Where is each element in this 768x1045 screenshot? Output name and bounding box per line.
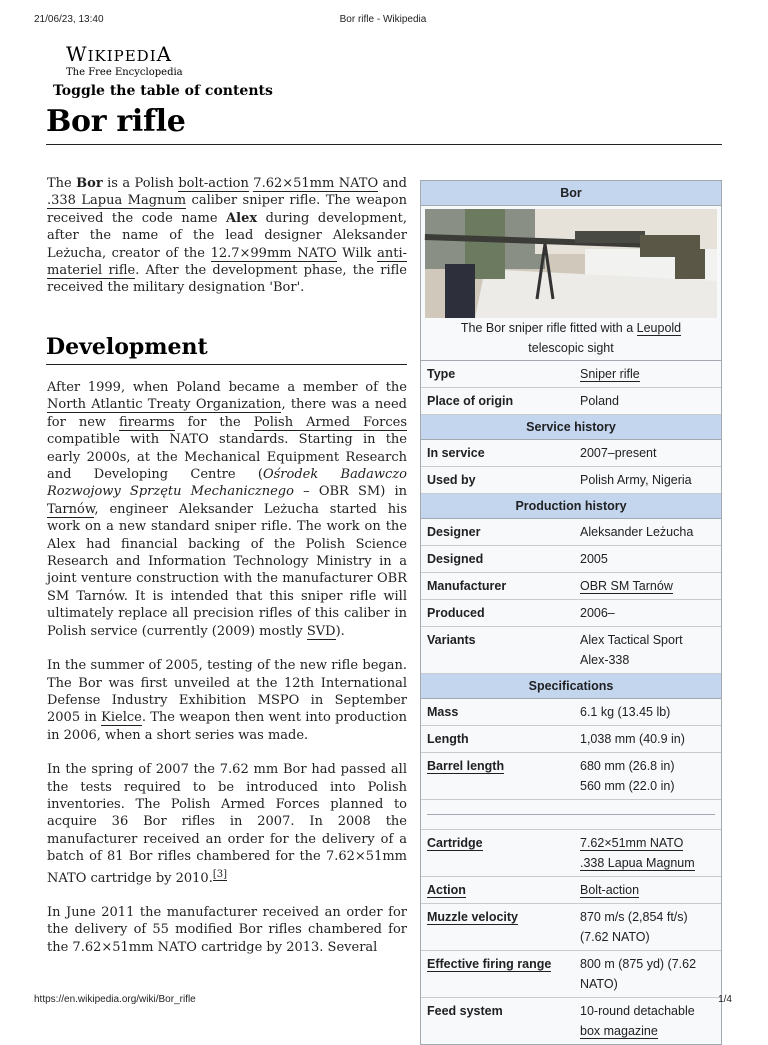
rifle-photo-illustration <box>425 209 717 318</box>
link-svd[interactable]: SVD <box>306 623 336 639</box>
infobox-row-variants: Variants Alex Tactical Sport Alex-338 <box>421 627 721 674</box>
logo-wordmark: WIKIPEDIA <box>66 42 173 66</box>
infobox-row-muzzle-velocity: Muzzle velocity 870 m/s (2,854 ft/s) (7.62 NATO) <box>421 904 721 951</box>
link-effective-range[interactable]: Effective firing range <box>427 957 552 971</box>
link-leupold[interactable]: Leupold <box>636 321 682 335</box>
infobox-row-barrel-length: Barrel length 680 mm (26.8 in) 560 mm (22.0 in) <box>421 753 721 800</box>
link-nato[interactable]: North Atlantic Treaty Organization <box>47 397 282 413</box>
link-bolt-action-infobox[interactable]: Bolt-action <box>580 883 640 897</box>
link-338-lapua[interactable]: .338 Lapua Magnum <box>47 193 187 209</box>
development-paragraph-3: In the spring of 2007 the 7.62 mm Bor had passed all the tests required to be introduced into Polish inventories. The Polish Armed Forces planned to acquire 36 Bor rifles in 2007. In 2008 the manufacturer received an order for the delivery of a batch of 81 Bor rifles chambered for the 7.62×51mm NATO cartridge by 2010.[3] <box>47 762 407 886</box>
link-cartridge[interactable]: Cartridge <box>427 836 483 850</box>
print-footer <box>34 994 732 1008</box>
infobox-row-feed-system: Feed system 10-round detachable box magazine <box>427 1004 695 1038</box>
infobox-row-type: Type Sniper rifle <box>421 361 721 388</box>
development-paragraph-2: In the summer of 2005, testing of the new rifle began. The Bor was first unveiled at the 12th International Defense Industry Exhibition MSPO in September 2005 in Kielce. The weapon then went into production in 2006, when a short series was made. <box>47 658 407 743</box>
link-cartridge-762[interactable]: 7.62×51mm NATO <box>580 836 684 850</box>
print-datetime: 21/06/23, 13:40 <box>34 14 104 25</box>
link-kielce[interactable]: Kielce <box>101 710 142 726</box>
title-divider <box>46 144 722 145</box>
infobox-caption: The Bor sniper rifle fitted with a Leupold telescopic sight <box>421 318 721 361</box>
infobox-row-origin: Place of origin Poland <box>421 388 721 415</box>
infobox-row-designer: Designer Aleksander Leżucha <box>421 519 721 546</box>
infobox-row-mass: Mass 6.1 kg (13.45 lb) <box>421 699 721 726</box>
link-box-magazine[interactable]: box magazine <box>580 1024 658 1038</box>
development-heading: Development <box>46 334 208 360</box>
infobox-row-cartridge <box>421 830 721 877</box>
link-bolt-action[interactable]: bolt-action <box>178 176 249 191</box>
intro-paragraph: The Bor is a Polish bolt-action 7.62×51mm NATO and .338 Lapua Magnum caliber sniper rifle. The weapon received the code name Alex during development, after the name of the lead designer Aleksander Leżucha, creator of the 12.7×99mm NATO Wilk anti-materiel rifle. After the development phase, the rifle received the military designation 'Bor'. <box>47 176 408 296</box>
infobox <box>420 180 722 1045</box>
link-barrel-length[interactable]: Barrel length <box>427 759 505 773</box>
infobox-service-history-header: Service history <box>421 415 721 440</box>
development-paragraph-1: After 1999, when Poland became a member of the North Atlantic Treaty Organization, there was a need for new firearms for the Polish Armed Forces compatible with NATO standards. Starting in the early 2000s, at the Mechanical Equipment Research and Developing Centre (Ośrodek Badawczo Rozwojowy Sprzętu Mechanicznego – OBR SM) in Tarnów, engineer Aleksander Leżucha started his work on a new standard sniper rifle. The work on the Alex had financial backing of the Polish Science Research and Information Technology Ministry in a joint venture construction with the manufacturer OBR SM Tarnów. It is intended that this sniper rifle will ultimately replace all precision rifles of this caliber in Polish service (currently (2009) mostly SVD). <box>47 380 408 639</box>
print-url: https://en.wikipedia.org/wiki/Bor_rifle <box>34 994 196 1005</box>
infobox-title: Bor <box>421 181 721 206</box>
intro-section <box>47 175 407 314</box>
rifle-photo[interactable] <box>425 209 717 318</box>
link-cartridge-338[interactable]: .338 Lapua Magnum <box>580 856 695 870</box>
link-anti-materiel-rifle[interactable]: anti-materiel rifle <box>47 245 408 279</box>
infobox-separator <box>421 800 721 830</box>
link-firearms[interactable]: firearms <box>119 414 175 430</box>
link-sniper-rifle[interactable]: Sniper rifle <box>580 367 640 381</box>
development-divider <box>46 364 407 365</box>
wikipedia-logo[interactable] <box>66 42 183 78</box>
link-127-nato[interactable]: 12.7×99mm NATO <box>210 245 337 261</box>
development-paragraph-4: In June 2011 the manufacturer received an order for the delivery of 55 modified Bor rifles chambered for the 7.62×51mm NATO cartridge by 2013. Several <box>47 904 407 955</box>
infobox-production-history-header: Production history <box>421 494 721 519</box>
link-762-nato[interactable]: 7.62×51mm NATO <box>253 176 379 191</box>
infobox-row-action <box>421 877 721 904</box>
infobox-row-used-by: Used by Polish Army, Nigeria <box>421 467 721 494</box>
link-polish-armed-forces[interactable]: Polish Armed Forces <box>253 414 408 430</box>
print-page-number: 1/4 <box>718 994 732 1005</box>
infobox-row-designed: Designed 2005 <box>421 546 721 573</box>
link-obr-sm-tarnow[interactable]: OBR SM Tarnów <box>580 579 673 593</box>
print-page-title: Bor rifle - Wikipedia <box>339 14 427 25</box>
infobox-row-produced: Produced 2006– <box>421 600 721 627</box>
infobox-specifications-header: Specifications <box>421 674 721 699</box>
print-header <box>34 14 732 28</box>
infobox-row-manufacturer: Manufacturer OBR SM Tarnów <box>421 573 721 600</box>
logo-tagline: The Free Encyclopedia <box>66 67 183 78</box>
reference-3[interactable]: [3] <box>212 868 228 880</box>
development-section <box>47 379 407 973</box>
link-muzzle-velocity[interactable]: Muzzle velocity <box>427 910 518 924</box>
infobox-row-length: Length 1,038 mm (40.9 in) <box>421 726 721 753</box>
infobox-row-in-service: In service 2007–present <box>421 440 721 467</box>
infobox-row-effective-range: Effective firing range 800 m (875 yd) (7.62 NATO) <box>421 951 721 998</box>
page-title: Bor rifle <box>46 104 186 139</box>
toggle-toc-button[interactable]: Toggle the table of contents <box>53 83 273 99</box>
link-tarnow[interactable]: Tarnów <box>47 501 95 517</box>
link-action[interactable]: Action <box>427 883 466 897</box>
